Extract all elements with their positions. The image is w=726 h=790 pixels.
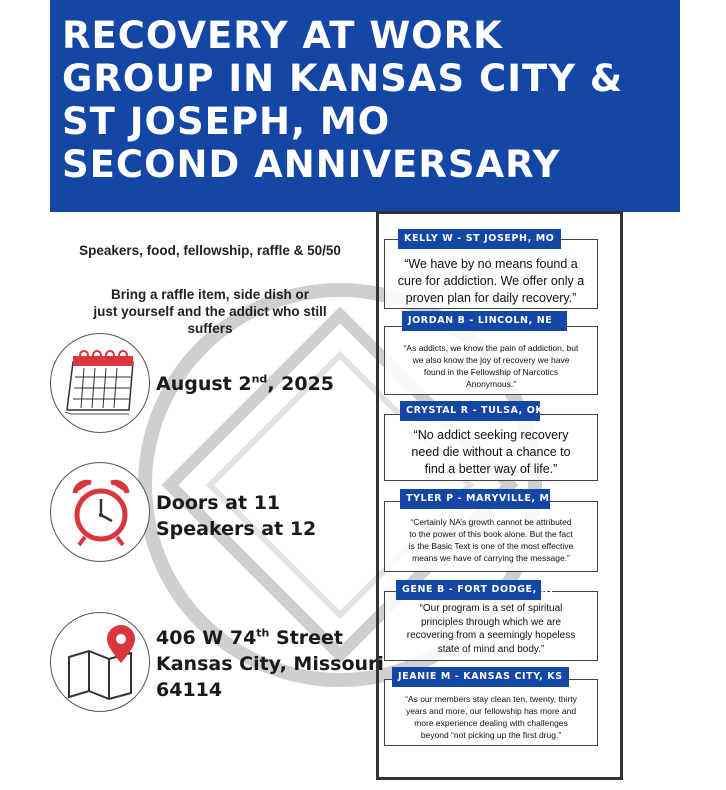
quote-5-line-3: recovering from a seemingly hopeless bbox=[406, 630, 576, 641]
alarm-clock-icon bbox=[51, 463, 151, 563]
quote-6-line-3: more experience dealing with challenges bbox=[414, 718, 568, 728]
event-times bbox=[156, 490, 316, 542]
address-zip: 64114 bbox=[156, 679, 223, 701]
event-address bbox=[156, 625, 384, 703]
calendar-icon-circle bbox=[50, 333, 150, 433]
quote-author-5: GENE B - FORT DODGE, IA bbox=[396, 580, 541, 600]
date-suffix: nd bbox=[251, 372, 268, 386]
quote-5-line-4: state of mind and body.” bbox=[437, 643, 545, 655]
quote-2-line-3: found in the Fellowship of Narcotics bbox=[423, 367, 559, 377]
clock-icon-circle bbox=[50, 462, 150, 562]
title-line-2: GROUP IN KANSAS CITY & bbox=[62, 57, 624, 100]
title-line-3: ST JOSEPH, MO bbox=[62, 100, 391, 143]
quote-1-line-2: cure for addiction. We offer only a bbox=[397, 274, 585, 288]
bring-line-3: suffers bbox=[187, 321, 233, 336]
quote-1-line-3: proven plan for daily recovery.” bbox=[405, 291, 577, 305]
quote-6-line-4: beyond “not picking up the first drug.” bbox=[420, 730, 562, 740]
calendar-icon bbox=[51, 334, 151, 434]
quote-text-3 bbox=[386, 427, 596, 478]
event-date bbox=[156, 371, 334, 397]
date-year: , 2025 bbox=[267, 373, 335, 395]
quote-3-line-2: need die without a chance to bbox=[411, 445, 571, 459]
quote-author-4: TYLER P - MARYVILLE, MO bbox=[400, 489, 550, 509]
bring-line-2: just yourself and the addict who still bbox=[93, 304, 327, 319]
quote-6-line-2: years and more, our fellowship has more and bbox=[405, 706, 577, 716]
map-icon-circle bbox=[50, 612, 150, 712]
quote-text-5 bbox=[386, 602, 596, 656]
quote-author-1: KELLY W - ST JOSEPH, MO bbox=[398, 229, 561, 249]
address-street-name: Street bbox=[269, 627, 343, 649]
quote-4-line-1: “Certainly NA’s growth cannot be attributed bbox=[410, 517, 572, 527]
quote-author-2: JORDAN B - LINCOLN, NE bbox=[402, 311, 567, 331]
quote-text-1 bbox=[386, 256, 596, 307]
quote-6-line-1: “As our members stay clean ten, twenty, thirty bbox=[405, 694, 577, 704]
quote-2-line-4: Anonymous.” bbox=[465, 379, 517, 389]
speakers-time: Speakers at 12 bbox=[156, 518, 317, 540]
quote-text-6 bbox=[386, 693, 596, 741]
title-line-4: SECOND ANNIVERSARY bbox=[62, 143, 561, 186]
bring-line-1: Bring a raffle item, side dish or bbox=[110, 287, 310, 302]
quote-2-line-1: “As addicts, we know the pain of addiction, but bbox=[403, 343, 579, 353]
address-street bbox=[156, 625, 384, 651]
doors-time: Doors at 11 bbox=[156, 492, 281, 514]
quote-4-line-2: to the power of this book alone. But the fact bbox=[409, 529, 573, 539]
quote-5-line-2: principles through which we are bbox=[420, 616, 562, 628]
quote-3-line-1: “No addict seeking recovery bbox=[413, 428, 569, 442]
quote-5-line-1: “Our program is a set of spiritual bbox=[419, 603, 563, 614]
quote-author-3: CRYSTAL R - TULSA, OK bbox=[400, 401, 540, 421]
quote-3-line-3: find a better way of life.” bbox=[424, 462, 558, 476]
quote-4-line-3: is the Basic Text is one of the most effective bbox=[408, 541, 574, 551]
quote-1-line-1: “We have by no means found a bbox=[404, 257, 578, 271]
title-line-1: RECOVERY AT WORK bbox=[62, 14, 503, 57]
address-suffix: th bbox=[256, 626, 270, 640]
address-city: Kansas City, Missouri bbox=[156, 653, 384, 675]
quote-text-2 bbox=[386, 342, 596, 390]
address-number: 406 W 74 bbox=[156, 627, 257, 649]
quote-text-4 bbox=[386, 516, 596, 564]
quote-author-6: JEANIE M - KANSAS CITY, KS bbox=[392, 667, 569, 687]
date-main: August 2 bbox=[156, 373, 252, 395]
quote-2-line-2: we also know the joy of recovery we have bbox=[412, 355, 570, 365]
map-pin-icon bbox=[51, 613, 151, 713]
bring-note bbox=[55, 286, 365, 337]
quote-4-line-4: means we have of carrying the message.” bbox=[412, 553, 570, 563]
event-subtitle: Speakers, food, fellowship, raffle & 50/50 bbox=[79, 243, 341, 258]
